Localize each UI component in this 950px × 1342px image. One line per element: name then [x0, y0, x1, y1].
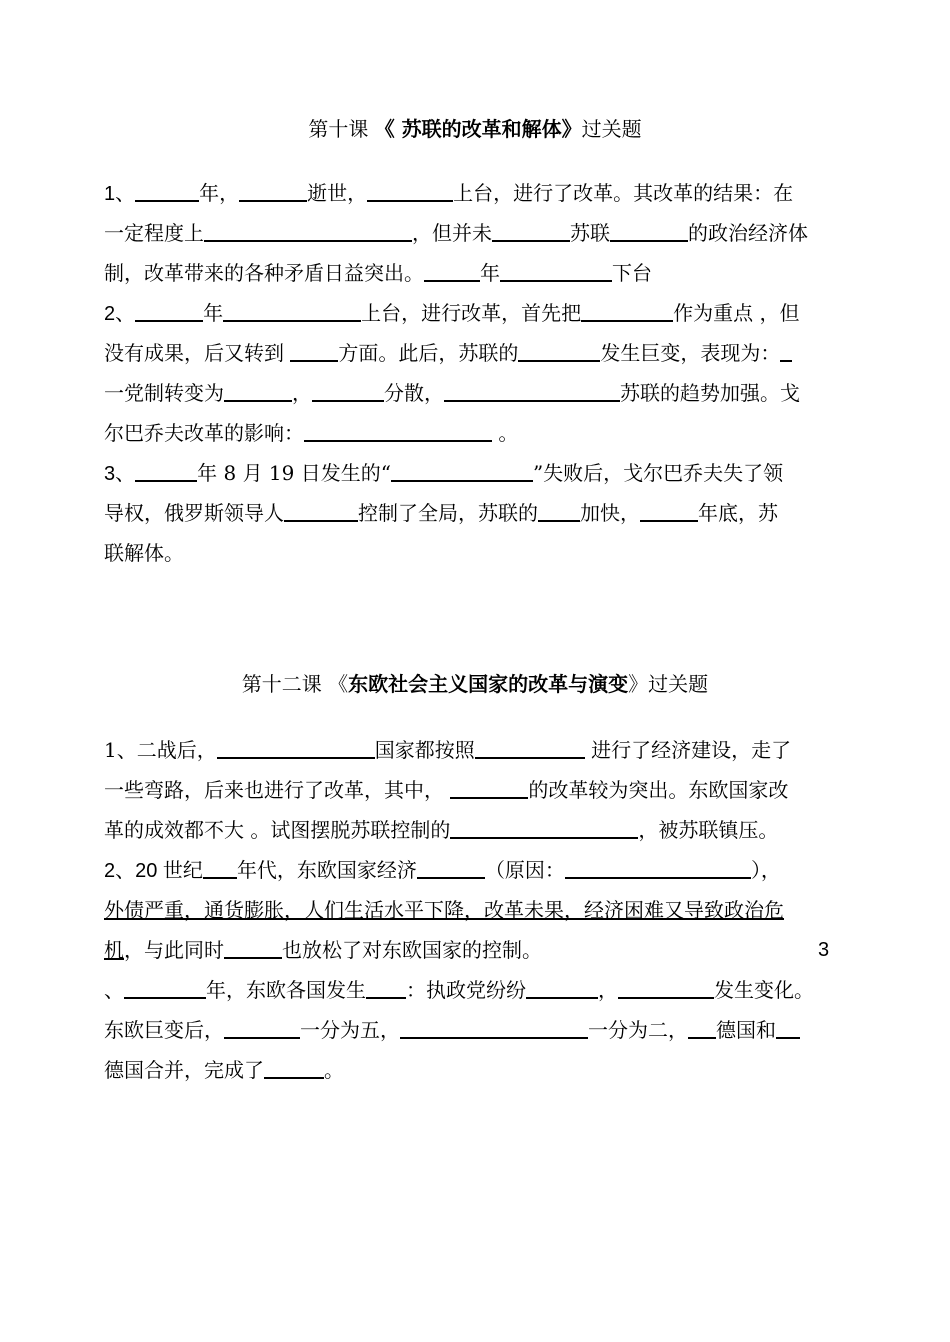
- blank[interactable]: [610, 220, 688, 242]
- blank[interactable]: [450, 817, 638, 839]
- s2q1-line1: [104, 736, 791, 764]
- text: 一些弯路，后来也进行了改革，其中，: [104, 778, 451, 802]
- blank[interactable]: [518, 340, 600, 362]
- blank[interactable]: [500, 260, 612, 282]
- text: 德国合并，完成了: [104, 1058, 264, 1082]
- q2-line3: [104, 379, 800, 407]
- text: 作为重点 ，但: [673, 301, 800, 325]
- blank[interactable]: [204, 220, 412, 242]
- text: 发生巨变，表现为：: [600, 341, 781, 365]
- blank[interactable]: [688, 1017, 716, 1039]
- s2q2-line1: [104, 856, 781, 885]
- q2-line2: [104, 339, 792, 367]
- title-suffix: 》过关题: [628, 672, 709, 696]
- text: ，被苏联镇压。: [638, 818, 779, 842]
- text: ，: [598, 978, 618, 1002]
- text: 机: [104, 938, 124, 962]
- q-number-3: [818, 936, 829, 964]
- text: 1、二战后，: [104, 738, 217, 762]
- text: 年: [480, 261, 500, 285]
- blank[interactable]: [640, 500, 698, 522]
- text: 德国和: [716, 1018, 776, 1042]
- blank[interactable]: [492, 220, 570, 242]
- q-number: 2、: [104, 303, 136, 325]
- blank[interactable]: [417, 857, 485, 879]
- blank[interactable]: [450, 777, 528, 799]
- blank[interactable]: [618, 977, 714, 999]
- blank[interactable]: [290, 340, 338, 362]
- blank[interactable]: [135, 180, 199, 202]
- blank[interactable]: [224, 1017, 300, 1039]
- s2q3-line2: [104, 1016, 800, 1044]
- text: 上台，进行了改革。其改革的结果：在: [453, 181, 794, 205]
- text: 没有成果，后又转到: [104, 341, 291, 365]
- blank[interactable]: [424, 260, 480, 282]
- blank[interactable]: [224, 937, 282, 959]
- text: 方面。此后，苏联的: [338, 341, 519, 365]
- text: ：执政党纷纷: [406, 978, 526, 1002]
- text: 3: [818, 939, 830, 961]
- blank[interactable]: [203, 857, 237, 879]
- blank[interactable]: [304, 420, 492, 442]
- q1-line3: [104, 259, 652, 287]
- blank[interactable]: [538, 500, 580, 522]
- blank[interactable]: [565, 857, 751, 879]
- text: 上台，进行改革，首先把: [361, 301, 582, 325]
- text: 年: [203, 301, 224, 325]
- text: 年代，东欧国家经济: [236, 858, 417, 882]
- text: 发生变化。: [714, 978, 814, 1002]
- q3-line3: [104, 539, 184, 567]
- text: 苏联: [570, 221, 610, 245]
- q-number: 3、: [104, 463, 136, 485]
- q1-line1: [104, 179, 793, 208]
- blank[interactable]: [391, 460, 533, 482]
- text: ，与此同时: [124, 938, 224, 962]
- text: ，: [292, 381, 312, 405]
- section2-title: [0, 670, 950, 698]
- text: 。: [324, 1058, 344, 1082]
- title-prefix: 第十课: [308, 117, 375, 141]
- text: ，但并未: [412, 221, 492, 245]
- text: 导权，俄罗斯领导人: [104, 501, 284, 525]
- q-number: 2、20 世纪: [104, 860, 203, 882]
- text: 苏联的趋势加强。戈: [620, 381, 800, 405]
- text: 联解体。: [104, 541, 184, 565]
- text: 下台: [612, 261, 652, 285]
- blank[interactable]: [223, 300, 361, 322]
- blank[interactable]: [444, 380, 620, 402]
- q2-line4: [104, 419, 518, 447]
- blank[interactable]: [135, 460, 197, 482]
- text: 年 8 月 19 日发生的“: [197, 461, 391, 485]
- text: 制，改革带来的各种矛盾日益突出。: [104, 261, 424, 285]
- text: 、: [104, 978, 124, 1002]
- text: 的政治经济体: [688, 221, 808, 245]
- text: 年，东欧各国发生: [206, 978, 366, 1002]
- blank[interactable]: [776, 1017, 800, 1039]
- blank[interactable]: [284, 500, 358, 522]
- blank[interactable]: [366, 977, 406, 999]
- text: 控制了全局，苏联的: [358, 501, 538, 525]
- text: 外债严重，通货膨胀，人们生活水平下降，改革未果，经济困难又导致政治危: [104, 898, 784, 922]
- s2q2-line3: [104, 936, 844, 964]
- text: 一定程度上: [104, 221, 204, 245]
- blank[interactable]: [780, 340, 792, 362]
- blank[interactable]: [581, 300, 673, 322]
- s2q1-line3: [104, 816, 778, 844]
- text: 尔巴乔夫改革的影响：: [104, 421, 304, 445]
- blank[interactable]: [526, 977, 598, 999]
- text: 国家都按照: [374, 738, 475, 762]
- text: 也放松了对东欧国家的控制。: [282, 938, 542, 962]
- text: 的改革较为突出。东欧国家改: [528, 778, 789, 802]
- blank[interactable]: [224, 380, 292, 402]
- s2q3-line1: [104, 976, 814, 1004]
- text: 东欧巨变后，: [104, 1018, 224, 1042]
- text: ”失败后，戈尔巴乔夫失了领: [532, 461, 784, 485]
- s2q1-line2: [104, 776, 788, 804]
- q3-line1: [104, 459, 783, 488]
- title-bold: 东欧社会主义国家的改革与演变: [348, 672, 629, 696]
- text: 一分为二，: [588, 1018, 688, 1042]
- q1-line2: [104, 219, 808, 247]
- text: 一党制转变为: [104, 381, 224, 405]
- text: 进行了经济建设，走了: [584, 738, 792, 762]
- blank[interactable]: [124, 977, 206, 999]
- s2q3-line3: [104, 1056, 344, 1084]
- q3-line2: [104, 499, 778, 527]
- text: （原因：: [484, 858, 565, 882]
- text: 分散，: [384, 381, 444, 405]
- text: 。: [492, 421, 519, 445]
- blank[interactable]: [312, 380, 384, 402]
- text: 加快，: [580, 501, 640, 525]
- text: 一分为五，: [300, 1018, 400, 1042]
- blank[interactable]: [135, 300, 203, 322]
- blank[interactable]: [367, 180, 453, 202]
- blank[interactable]: [217, 737, 375, 759]
- blank[interactable]: [400, 1017, 588, 1039]
- text: 年底，苏: [698, 501, 778, 525]
- blank[interactable]: [264, 1057, 324, 1079]
- blank[interactable]: [475, 737, 585, 759]
- blank[interactable]: [239, 180, 307, 202]
- title-suffix: 过关题: [581, 117, 642, 141]
- title-prefix: 第十二课 《: [241, 672, 349, 696]
- text: 年，: [199, 181, 240, 205]
- q2-line1: [104, 299, 799, 328]
- text: ），: [750, 858, 781, 882]
- q-number: 1、: [104, 183, 136, 205]
- text: 革的成效都不大 。试图摆脱苏联控制的: [104, 818, 451, 842]
- text: 逝世，: [307, 181, 368, 205]
- title-bold: 《 苏联的改革和解体》: [374, 117, 582, 141]
- section1-title: [0, 115, 950, 143]
- s2q2-line2: [104, 896, 784, 924]
